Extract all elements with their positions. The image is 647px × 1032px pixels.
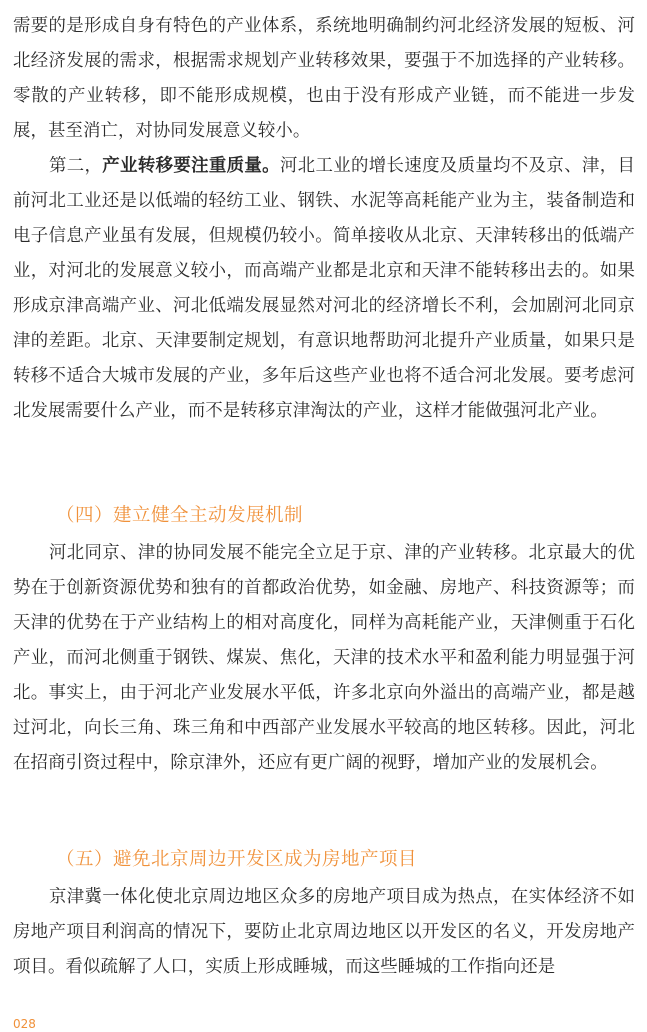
section-heading: （四）建立健全主动发展机制 (56, 505, 304, 526)
body-paragraph: 京津冀一体化使北京周边地区众多的房地产项目成为热点，在实体经济不如房地产项目利润高的情况下，要防止北京周边地区以开发区的名义，开发房地产项目。看似疏解了人口，实质上形成睡城，而这些睡城的工作指向还是 (13, 887, 635, 977)
section-heading: （五）避免北京周边开发区成为房地产项目 (56, 849, 418, 870)
paragraph-lead: 第二， (49, 156, 103, 176)
body-paragraph (0, 149, 647, 429)
page-number: 028 (13, 1017, 36, 1031)
body-paragraph: 河北同京、津的协同发展不能完全立足于京、津的产业转移。北京最大的优势在于创新资源优势和独有的首都政治优势，如金融、房地产、科技资源等；而天津的优势在于产业结构上的相对高度化，同样为高耗能产业，天津侧重于石化产业，而河北侧重于钢铁、煤炭、焦化，天津的技术水平和盈利能力明显强于河北。事实上，由于河北产业发展水平低，许多北京向外溢出的高端产业，都是越过河北，向长三角、珠三角和中西部产业发展水平较高的地区转移。因此，河北在招商引资过程中，除京津外，还应有更广阔的视野，增加产业的发展机会。 (13, 543, 635, 773)
bold-phrase: 产业转移要注重质量。 (102, 156, 280, 176)
body-paragraph: 需要的是形成自身有特色的产业体系，系统地明确制约河北经济发展的短板、河北经济发展的需求，根据需求规划产业转移效果，要强于不加选择的产业转移。零散的产业转移，即不能形成规模，也由于没有形成产业链，而不能进一步发展，甚至消亡，对协同发展意义较小。 (13, 16, 635, 141)
paragraph-text: 河北工业的增长速度及质量均不及京、津，目前河北工业还是以低端的轻纺工业、钢铁、水泥等高耗能产业为主，装备制造和电子信息产业虽有发展，但规模仍较小。简单接收从北京、天津转移出的低端产业，对河北的发展意义较小，而高端产业都是北京和天津不能转移出去的。如果形成京津高端产业、河北低端发展显然对河北的经济增长不利，会加剧河北同京津的差距。北京、天津要制定规划，有意识地帮助河北提升产业质量，如果只是转移不适合大城市发展的产业，多年后这些产业也将不适合河北发展。要考虑河北发展需要什么产业，而不是转移京津淘汰的产业，这样才能做强河北产业。 (13, 156, 635, 421)
